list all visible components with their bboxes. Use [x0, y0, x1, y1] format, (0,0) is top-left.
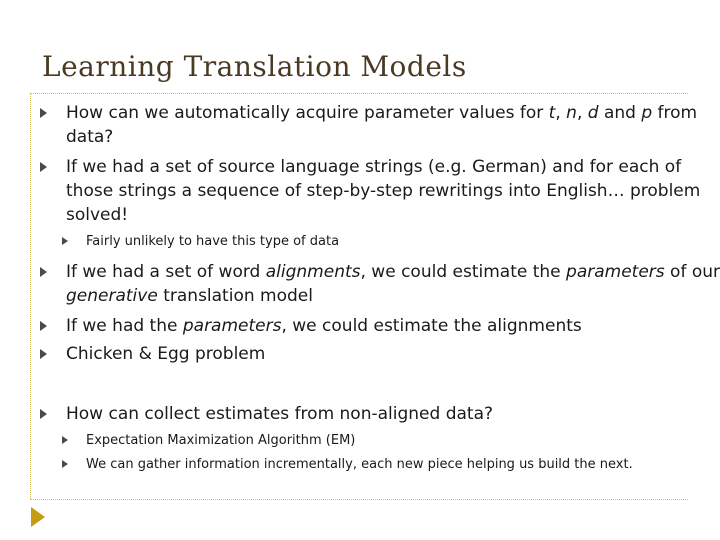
triangle-bullet-icon	[40, 162, 47, 172]
triangle-bullet-icon	[40, 321, 47, 331]
bullet-acquire-parameters: How can we automatically acquire parameter values for t, n, d and p from data?	[40, 101, 697, 149]
triangle-bullet-icon	[40, 267, 47, 277]
left-margin-guide	[30, 93, 31, 499]
bullet-had-parameters: If we had the parameters, we could estimate the alignments	[40, 314, 582, 338]
sub-bullet-em-algorithm: Expectation Maximization Algorithm (EM)	[62, 432, 355, 450]
triangle-bullet-icon	[62, 237, 68, 245]
footer-divider	[30, 499, 688, 500]
triangle-bullet-icon	[62, 436, 68, 444]
title-divider	[30, 93, 688, 94]
slide-title: Learning Translation Models	[42, 50, 467, 83]
triangle-bullet-icon	[40, 349, 47, 359]
sub-bullet-incremental: We can gather information incrementally, each new piece helping us build the next.	[62, 456, 633, 474]
triangle-bullet-icon	[62, 460, 68, 468]
bullet-word-alignments: If we had a set of word alignments, we could estimate the parameters of our generative translation model	[40, 260, 720, 308]
bullet-source-strings: If we had a set of source language strings (e.g. German) and for each of those strings a sequence of step-by-step rewritings into English… problem solved!	[40, 155, 700, 227]
triangle-bullet-icon	[40, 108, 47, 118]
triangle-bullet-icon	[40, 409, 47, 419]
sub-bullet-unlikely: Fairly unlikely to have this type of data	[62, 233, 339, 251]
next-slide-arrow-icon[interactable]	[31, 507, 45, 527]
bullet-non-aligned-data: How can collect estimates from non-aligned data?	[40, 402, 493, 426]
bullet-chicken-egg: Chicken & Egg problem	[40, 342, 265, 366]
